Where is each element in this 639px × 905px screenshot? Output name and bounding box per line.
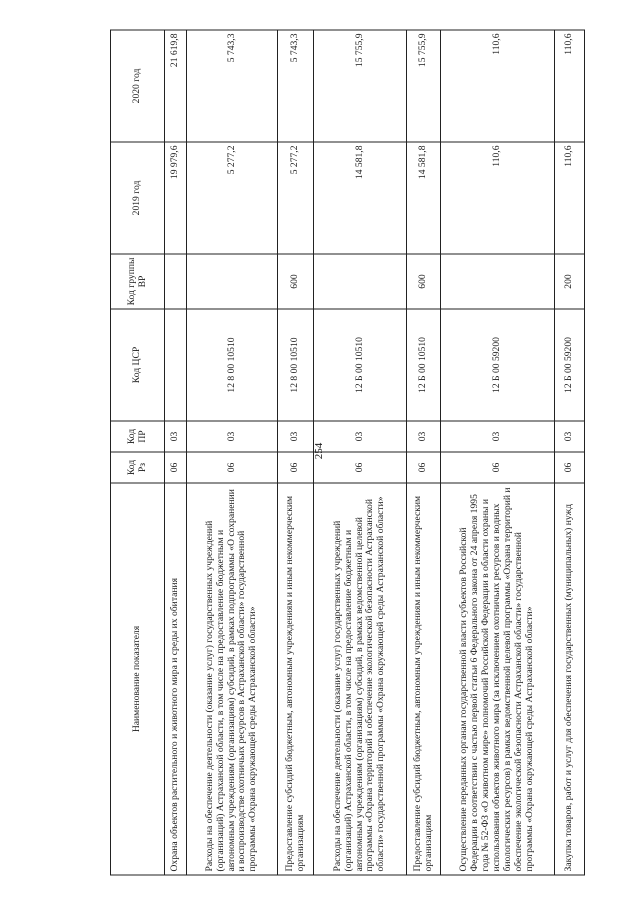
row-pr: 03: [278, 421, 314, 452]
row-name: Расходы на обеспечение деятельности (оказание услуг) государственных учреждений (организаций) Астраханской области, в том числе на предоставление бюджетным и автономным учреждениям (организациям) субсидий, в рамках подпрограммы «О сохранении и воспроизводстве охотничьих ресурсов в Астраханской области» государственной программы «Охрана окружающей среды Астраханской области»: [187, 483, 278, 875]
row-vr: [165, 254, 187, 309]
row-csr: 12 Б 00 10510: [314, 309, 407, 421]
header-csr: Код ЦСР: [111, 309, 165, 421]
budget-table-container: [110, 30, 575, 875]
row-pr: 03: [441, 421, 555, 452]
row-name: Предоставление субсидий бюджетным, автономным учреждениям и иным некоммерческим организациям: [407, 483, 441, 875]
row-pr: 03: [165, 421, 187, 452]
row-rz: 06: [187, 452, 278, 483]
row-pr: 03: [314, 421, 407, 452]
row-2019: 5 277,2: [187, 142, 278, 254]
row-csr: [165, 309, 187, 421]
header-2019: 2019 год: [111, 142, 165, 254]
table-row: [441, 30, 555, 875]
row-2019: 14 581,8: [407, 142, 441, 254]
row-csr: 12 8 00 10510: [278, 309, 314, 421]
row-2019: 110,6: [555, 142, 585, 254]
row-csr: 12 Б 00 59200: [555, 309, 585, 421]
row-pr: 03: [187, 421, 278, 452]
row-name: Закупка товаров, работ и услуг для обеспечения государственных (муниципальных) нужд: [555, 483, 585, 875]
table-row: [555, 30, 585, 875]
table-row: [278, 30, 314, 875]
header-2020: 2020 год: [111, 30, 165, 142]
row-2020: 15 755,9: [314, 30, 407, 142]
row-rz: 06: [314, 452, 407, 483]
row-2020: 5 743,3: [278, 30, 314, 142]
row-rz: 06: [165, 452, 187, 483]
row-name: Расходы на обеспечение деятельности (оказание услуг) государственных учреждений (организаций) Астраханской области, в том числе на предоставление бюджетным и автономным учреждениям (организациям) субсидий, в рамках ведомственной целевой программы «Охрана территорий и обеспечение экологической безопасности Астраханской области» государственной программы «Охрана окружающей среды Астраханской области»: [314, 483, 407, 875]
row-rz: 06: [555, 452, 585, 483]
budget-table: [110, 29, 585, 875]
row-2019: 14 581,8: [314, 142, 407, 254]
table-row: [187, 30, 278, 875]
row-2019: 110,6: [441, 142, 555, 254]
row-vr: 200: [555, 254, 585, 309]
row-pr: 03: [407, 421, 441, 452]
row-name: Предоставление субсидий бюджетным, автономным учреждениям и иным некоммерческим организациям: [278, 483, 314, 875]
header-vr: Код группы ВР: [111, 254, 165, 309]
row-2020: 21 619,8: [165, 30, 187, 142]
row-vr: [314, 254, 407, 309]
table-row: [314, 30, 407, 875]
row-vr: [441, 254, 555, 309]
page-number: 254: [313, 442, 325, 460]
header-rz: Код Рз: [111, 452, 165, 483]
row-csr: 12 Б 00 10510: [407, 309, 441, 421]
row-2019: 19 979,6: [165, 142, 187, 254]
row-pr: 03: [555, 421, 585, 452]
row-2020: 110,6: [441, 30, 555, 142]
header-name: Наименование показателя: [111, 483, 165, 875]
table-row: [407, 30, 441, 875]
row-2019: 5 277,2: [278, 142, 314, 254]
row-2020: 15 755,9: [407, 30, 441, 142]
rotated-table-wrapper: [110, 30, 575, 875]
row-csr: 12 Б 00 59200: [441, 309, 555, 421]
row-rz: 06: [441, 452, 555, 483]
row-csr: 12 8 00 10510: [187, 309, 278, 421]
row-vr: 600: [278, 254, 314, 309]
table-header-row: [111, 30, 165, 875]
row-rz: 06: [407, 452, 441, 483]
row-name: Осуществление переданных органам государственной власти субъектов Российской Федерации в соответствии с частью первой статьи 6 Федерального закона от 24 апреля 1995 года № 52-ФЗ «О животном мире» полномочий Российской Федерации в области охраны и использования объектов животного мира (за исключением охотничьих ресурсов и водных биологических ресурсов) в рамках ведомственной целевой программы «Охрана территорий и обеспечение экологической безопасности Астраханской области» государственной программы «Охрана окружающей среды Астраханской области»: [441, 483, 555, 875]
header-pr: Код ПР: [111, 421, 165, 452]
row-name: Охрана объектов растительного и животного мира и среды их обитания: [165, 483, 187, 875]
row-2020: 5 743,3: [187, 30, 278, 142]
table-row: [165, 30, 187, 875]
row-vr: [187, 254, 278, 309]
row-2020: 110,6: [555, 30, 585, 142]
row-vr: 600: [407, 254, 441, 309]
row-rz: 06: [278, 452, 314, 483]
